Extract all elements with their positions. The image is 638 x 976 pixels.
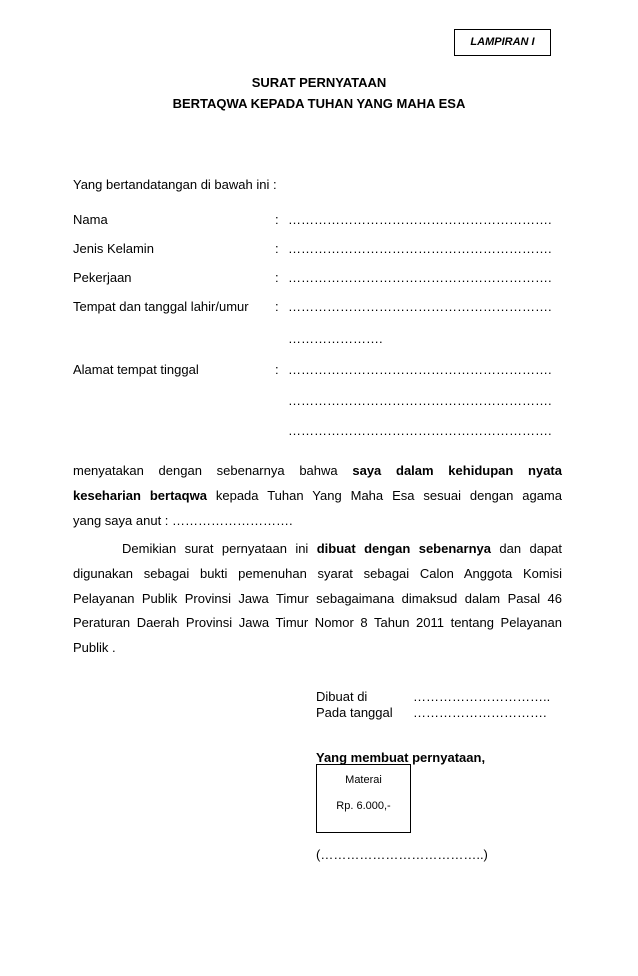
field-label-nama: Nama xyxy=(73,212,108,227)
field-dots-alamat: ……………………………………………………. xyxy=(288,362,552,377)
dibuat-di-label: Dibuat di xyxy=(316,689,368,704)
field-dots-ttl-2: …………………. xyxy=(288,331,383,346)
closing-line-3: Pelayanan Publik Provinsi Jawa Timur sebagaimana dimaksud dalam Pasal 46 xyxy=(73,591,562,606)
closing-line-1: Demikian surat pernyataan ini dibuat dengan sebenarnya dan dapat xyxy=(122,541,562,556)
field-label-ttl: Tempat dan tanggal lahir/umur xyxy=(73,299,249,314)
statement-line-2: keseharian bertaqwa kepada Tuhan Yang Maha Esa sesuai dengan agama xyxy=(73,488,562,503)
signature-name-line: (………………………………..) xyxy=(316,847,488,862)
tanggal-dots: …………………………. xyxy=(413,705,547,720)
field-dots-pekerjaan: ……………………………………………………. xyxy=(288,270,552,285)
closing-line-4: Peraturan Daerah Provinsi Jawa Timur Nomor 8 Tahun 2011 tentang Pelayanan xyxy=(73,615,562,630)
field-colon: : xyxy=(275,299,279,314)
field-dots-jenis-kelamin: ……………………………………………………. xyxy=(288,241,552,256)
dibuat-di-dots: ………………………….. xyxy=(413,689,551,704)
document-title: SURAT PERNYATAAN xyxy=(251,75,387,90)
field-label-pekerjaan: Pekerjaan xyxy=(73,270,132,285)
closing-line-5: Publik . xyxy=(73,640,116,655)
closing-line-2: digunakan sebagai bukti pemenuhan syarat sebagai Calon Anggota Komisi xyxy=(73,566,562,581)
materai-value: Rp. 6.000,- xyxy=(336,800,391,812)
field-dots-ttl: ……………………………………………………. xyxy=(288,299,552,314)
field-dots-nama: ……………………………………………………. xyxy=(288,212,552,227)
field-colon: : xyxy=(275,270,279,285)
field-colon: : xyxy=(275,212,279,227)
intro-text: Yang bertandatangan di bawah ini : xyxy=(73,177,277,192)
field-colon: : xyxy=(275,362,279,377)
field-dots-alamat-2: ……………………………………………………. xyxy=(288,393,552,408)
field-label-alamat: Alamat tempat tinggal xyxy=(73,362,199,377)
field-colon: : xyxy=(275,241,279,256)
statement-line-1: menyatakan dengan sebenarnya bahwa saya dalam kehidupan nyata xyxy=(73,463,562,478)
pembuat-label: Yang membuat pernyataan, xyxy=(316,750,486,765)
document-subtitle: BERTAQWA KEPADA TUHAN YANG MAHA ESA xyxy=(172,96,466,111)
materai-box xyxy=(316,764,411,833)
field-dots-alamat-3: ……………………………………………………. xyxy=(288,423,552,438)
tanggal-label: Pada tanggal xyxy=(316,705,393,720)
field-label-jenis-kelamin: Jenis Kelamin xyxy=(73,241,154,256)
materai-label: Materai xyxy=(345,774,382,786)
lampiran-box: LAMPIRAN I xyxy=(454,29,551,56)
statement-line-3: yang saya anut : ………………………. xyxy=(73,513,293,528)
